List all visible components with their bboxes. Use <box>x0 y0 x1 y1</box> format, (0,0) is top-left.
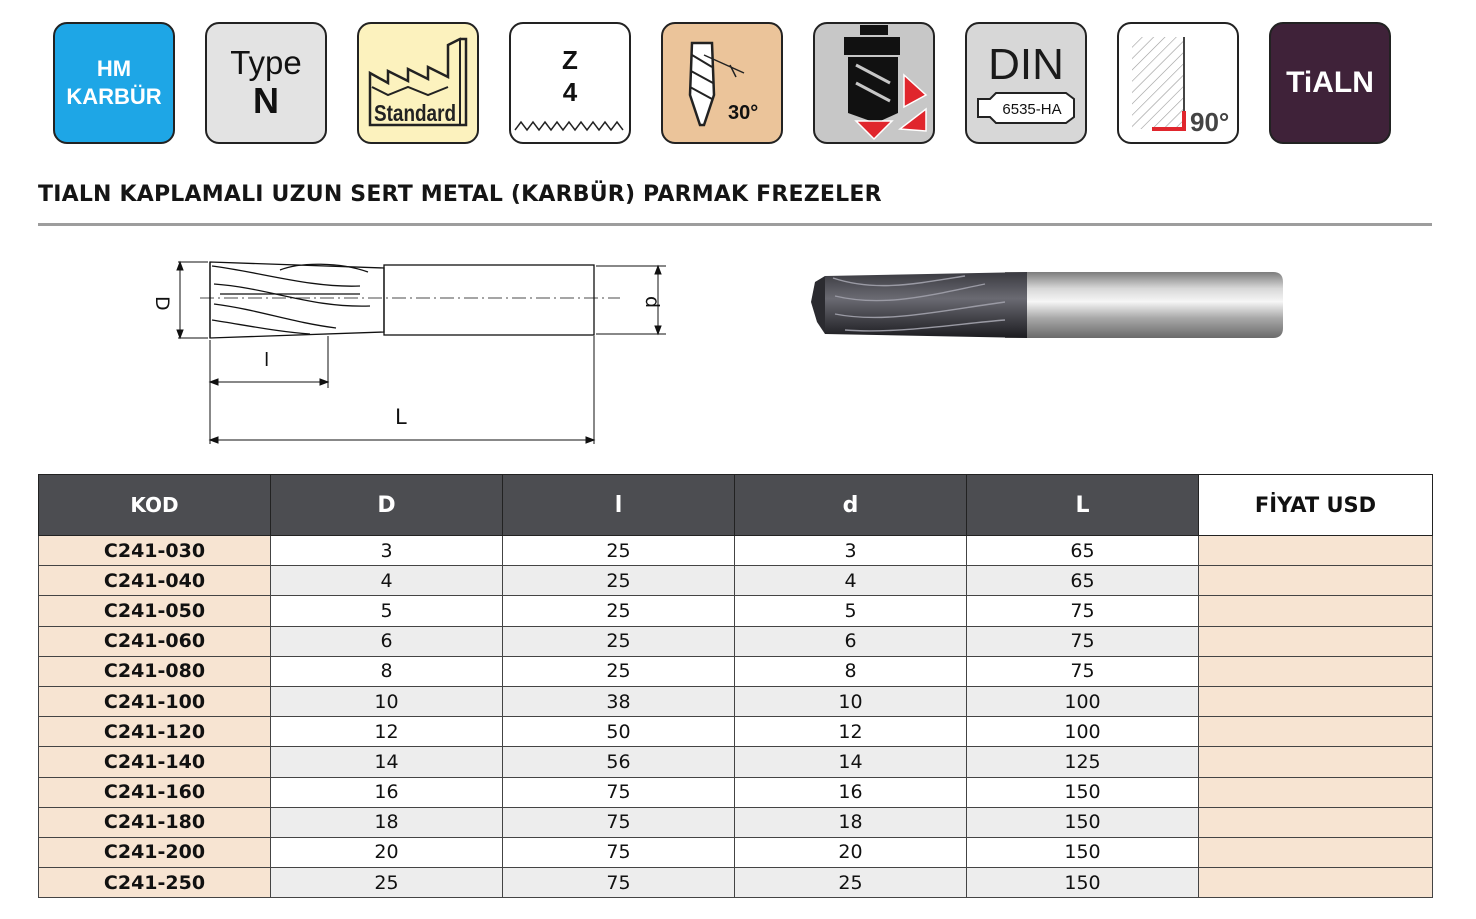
cell-d: 25 <box>735 868 967 898</box>
cell-d: 4 <box>735 566 967 596</box>
helix-label: 30° <box>727 101 758 124</box>
cell-D: 5 <box>271 596 503 626</box>
cell-kod: C241-050 <box>39 596 271 626</box>
cell-l: 25 <box>503 626 735 656</box>
cell-D: 10 <box>271 686 503 716</box>
cell-D: 3 <box>271 536 503 566</box>
col-header-kod: KOD <box>39 475 271 536</box>
dim-D-label: D <box>151 296 173 311</box>
table-row <box>39 656 1433 686</box>
cell-D: 12 <box>271 717 503 747</box>
cell-D: 6 <box>271 626 503 656</box>
type-value: N <box>253 80 279 121</box>
cell-d: 16 <box>735 777 967 807</box>
din-sub: 6535-HA <box>1001 100 1062 118</box>
cell-l: 75 <box>503 777 735 807</box>
cell-kod: C241-250 <box>39 868 271 898</box>
cell-l: 25 <box>503 536 735 566</box>
cell-price <box>1199 686 1433 716</box>
cell-price <box>1199 566 1433 596</box>
cell-kod: C241-030 <box>39 536 271 566</box>
table-row <box>39 747 1433 777</box>
feature-icons <box>53 22 1393 146</box>
type-icon <box>205 22 327 144</box>
end-mill-image <box>805 262 1295 352</box>
cell-D: 25 <box>271 868 503 898</box>
cell-D: 18 <box>271 807 503 837</box>
table-row <box>39 717 1433 747</box>
cell-kod: C241-080 <box>39 656 271 686</box>
cell-l: 75 <box>503 837 735 867</box>
cell-price <box>1199 747 1433 777</box>
cell-kod: C241-160 <box>39 777 271 807</box>
cell-D: 4 <box>271 566 503 596</box>
table-row <box>39 566 1433 596</box>
standard-label: Standard <box>373 99 456 126</box>
helix-angle-icon <box>661 22 783 144</box>
dim-l-label: l <box>264 349 270 371</box>
table-row <box>39 868 1433 898</box>
table-row <box>39 626 1433 656</box>
type-label: Type <box>230 44 302 81</box>
angle-label: 90° <box>1189 106 1229 137</box>
cell-price <box>1199 717 1433 747</box>
table-header-row <box>39 475 1433 536</box>
cell-l: 25 <box>503 656 735 686</box>
cell-d: 20 <box>735 837 967 867</box>
coating-icon <box>1269 22 1391 144</box>
cell-price <box>1199 837 1433 867</box>
table-row <box>39 536 1433 566</box>
cell-d: 14 <box>735 747 967 777</box>
cell-L: 75 <box>967 626 1199 656</box>
cell-price <box>1199 536 1433 566</box>
cell-L: 125 <box>967 747 1199 777</box>
teeth-icon <box>511 116 628 136</box>
cell-L: 75 <box>967 656 1199 686</box>
cell-price <box>1199 626 1433 656</box>
cell-price <box>1199 656 1433 686</box>
cell-d: 18 <box>735 807 967 837</box>
factory-icon <box>360 25 477 142</box>
table-row <box>39 777 1433 807</box>
cell-l: 38 <box>503 686 735 716</box>
col-header-D: D <box>271 475 503 536</box>
din-label: DIN <box>987 39 1064 89</box>
technical-drawing <box>140 248 680 458</box>
din-graphic <box>968 25 1085 142</box>
cell-L: 75 <box>967 596 1199 626</box>
material-icon <box>53 22 175 144</box>
material-line1: HM <box>96 56 132 81</box>
cell-D: 16 <box>271 777 503 807</box>
cell-L: 150 <box>967 837 1199 867</box>
flutes-value: 4 <box>562 77 578 107</box>
cell-l: 25 <box>503 596 735 626</box>
cell-kod: C241-140 <box>39 747 271 777</box>
cell-kod: C241-040 <box>39 566 271 596</box>
cell-L: 65 <box>967 566 1199 596</box>
flutes-label: Z <box>562 45 578 75</box>
page-title: TIALN KAPLAMALI UZUN SERT METAL (KARBÜR) PARMAK FREZELER <box>38 182 882 207</box>
cell-kod: C241-180 <box>39 807 271 837</box>
table-row <box>39 807 1433 837</box>
cell-price <box>1199 868 1433 898</box>
cell-d: 6 <box>735 626 967 656</box>
dim-d-label: d <box>641 296 663 309</box>
standard-icon <box>357 22 479 144</box>
cell-kod: C241-100 <box>39 686 271 716</box>
drill-icon <box>664 25 781 142</box>
cutting-direction-icon <box>813 22 935 144</box>
cell-L: 150 <box>967 868 1199 898</box>
cell-d: 5 <box>735 596 967 626</box>
cell-d: 3 <box>735 536 967 566</box>
flutes-icon <box>509 22 631 144</box>
cell-kod: C241-120 <box>39 717 271 747</box>
cell-price <box>1199 807 1433 837</box>
col-header-d: d <box>735 475 967 536</box>
cell-d: 10 <box>735 686 967 716</box>
cell-d: 8 <box>735 656 967 686</box>
cell-D: 8 <box>271 656 503 686</box>
title-divider <box>38 223 1432 226</box>
cell-L: 65 <box>967 536 1199 566</box>
coating-label: TiALN <box>1286 66 1374 99</box>
col-header-L: L <box>967 475 1199 536</box>
cell-price <box>1199 777 1433 807</box>
cutter-rotation-icon <box>816 25 933 142</box>
dim-L-label: L <box>395 405 407 429</box>
cell-D: 14 <box>271 747 503 777</box>
cell-L: 150 <box>967 807 1199 837</box>
cell-L: 150 <box>967 777 1199 807</box>
angle-graphic <box>1120 25 1237 142</box>
cell-L: 100 <box>967 717 1199 747</box>
cell-kod: C241-060 <box>39 626 271 656</box>
cell-l: 56 <box>503 747 735 777</box>
cell-D: 20 <box>271 837 503 867</box>
din-icon <box>965 22 1087 144</box>
table-row <box>39 686 1433 716</box>
spec-table <box>38 474 1433 898</box>
material-line2: KARBÜR <box>66 84 162 109</box>
cell-L: 100 <box>967 686 1199 716</box>
right-angle-icon <box>1117 22 1239 144</box>
col-header-l: l <box>503 475 735 536</box>
table-row <box>39 596 1433 626</box>
col-header-price: FİYAT USD <box>1199 475 1433 536</box>
cell-d: 12 <box>735 717 967 747</box>
cell-l: 50 <box>503 717 735 747</box>
cell-l: 75 <box>503 807 735 837</box>
cell-kod: C241-200 <box>39 837 271 867</box>
table-row <box>39 837 1433 867</box>
cell-l: 25 <box>503 566 735 596</box>
cell-price <box>1199 596 1433 626</box>
cell-l: 75 <box>503 868 735 898</box>
